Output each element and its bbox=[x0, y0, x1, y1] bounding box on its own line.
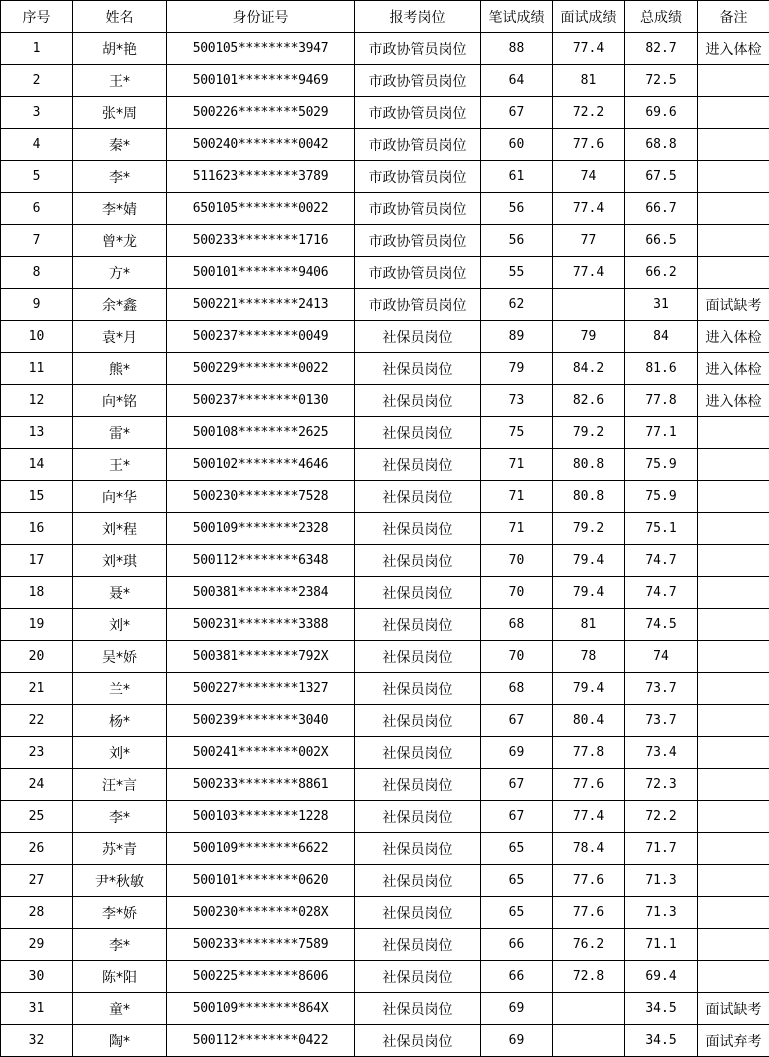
cell-remark bbox=[698, 737, 769, 769]
cell-interview: 77.4 bbox=[553, 33, 625, 65]
cell-position: 社保员岗位 bbox=[355, 929, 481, 961]
cell-name: 袁*月 bbox=[73, 321, 167, 353]
cell-position: 市政协管员岗位 bbox=[355, 225, 481, 257]
cell-no: 22 bbox=[1, 705, 73, 737]
cell-no: 3 bbox=[1, 97, 73, 129]
cell-no: 19 bbox=[1, 609, 73, 641]
cell-interview: 78 bbox=[553, 641, 625, 673]
cell-id: 500109********2328 bbox=[167, 513, 355, 545]
cell-interview: 77.6 bbox=[553, 129, 625, 161]
cell-no: 28 bbox=[1, 897, 73, 929]
cell-no: 11 bbox=[1, 353, 73, 385]
cell-id: 500237********0130 bbox=[167, 385, 355, 417]
cell-id: 500101********9406 bbox=[167, 257, 355, 289]
cell-remark bbox=[698, 417, 769, 449]
cell-position: 市政协管员岗位 bbox=[355, 65, 481, 97]
cell-id: 500239********3040 bbox=[167, 705, 355, 737]
table-row bbox=[1, 577, 769, 609]
table-row bbox=[1, 1025, 769, 1057]
cell-id: 500103********1228 bbox=[167, 801, 355, 833]
cell-interview: 77.6 bbox=[553, 897, 625, 929]
cell-remark bbox=[698, 929, 769, 961]
cell-no: 31 bbox=[1, 993, 73, 1025]
cell-name: 李* bbox=[73, 929, 167, 961]
cell-written: 71 bbox=[481, 513, 553, 545]
cell-remark: 进入体检 bbox=[698, 385, 769, 417]
table-body bbox=[1, 33, 769, 1057]
table-row bbox=[1, 833, 769, 865]
cell-total: 72.5 bbox=[625, 65, 698, 97]
cell-no: 14 bbox=[1, 449, 73, 481]
cell-id: 500108********2625 bbox=[167, 417, 355, 449]
cell-interview: 79.2 bbox=[553, 417, 625, 449]
cell-interview: 79.4 bbox=[553, 673, 625, 705]
cell-name: 曾*龙 bbox=[73, 225, 167, 257]
cell-remark bbox=[698, 801, 769, 833]
cell-id: 500102********4646 bbox=[167, 449, 355, 481]
table-row bbox=[1, 897, 769, 929]
cell-interview: 80.8 bbox=[553, 449, 625, 481]
cell-remark bbox=[698, 513, 769, 545]
cell-id: 500233********8861 bbox=[167, 769, 355, 801]
cell-interview: 77.4 bbox=[553, 193, 625, 225]
cell-position: 社保员岗位 bbox=[355, 961, 481, 993]
cell-total: 31 bbox=[625, 289, 698, 321]
cell-name: 汪*言 bbox=[73, 769, 167, 801]
cell-written: 70 bbox=[481, 545, 553, 577]
cell-position: 社保员岗位 bbox=[355, 417, 481, 449]
cell-position: 社保员岗位 bbox=[355, 705, 481, 737]
cell-remark bbox=[698, 193, 769, 225]
cell-position: 市政协管员岗位 bbox=[355, 97, 481, 129]
cell-total: 73.7 bbox=[625, 673, 698, 705]
table-row bbox=[1, 769, 769, 801]
cell-remark bbox=[698, 705, 769, 737]
cell-remark: 进入体检 bbox=[698, 321, 769, 353]
cell-id: 500229********0022 bbox=[167, 353, 355, 385]
cell-no: 13 bbox=[1, 417, 73, 449]
table-row bbox=[1, 225, 769, 257]
cell-id: 650105********0022 bbox=[167, 193, 355, 225]
cell-written: 67 bbox=[481, 97, 553, 129]
cell-total: 72.2 bbox=[625, 801, 698, 833]
cell-name: 王* bbox=[73, 449, 167, 481]
table-row bbox=[1, 705, 769, 737]
cell-position: 市政协管员岗位 bbox=[355, 161, 481, 193]
table-row bbox=[1, 129, 769, 161]
cell-remark bbox=[698, 897, 769, 929]
cell-position: 社保员岗位 bbox=[355, 993, 481, 1025]
cell-name: 刘* bbox=[73, 737, 167, 769]
cell-interview: 81 bbox=[553, 609, 625, 641]
cell-id: 500221********2413 bbox=[167, 289, 355, 321]
table-row bbox=[1, 353, 769, 385]
cell-interview: 79.4 bbox=[553, 545, 625, 577]
cell-interview: 79 bbox=[553, 321, 625, 353]
cell-name: 向*华 bbox=[73, 481, 167, 513]
cell-interview: 72.8 bbox=[553, 961, 625, 993]
cell-remark bbox=[698, 961, 769, 993]
cell-remark bbox=[698, 65, 769, 97]
cell-name: 聂* bbox=[73, 577, 167, 609]
cell-position: 市政协管员岗位 bbox=[355, 193, 481, 225]
cell-id: 511623********3789 bbox=[167, 161, 355, 193]
cell-interview bbox=[553, 1025, 625, 1057]
cell-no: 15 bbox=[1, 481, 73, 513]
cell-name: 方* bbox=[73, 257, 167, 289]
cell-written: 67 bbox=[481, 705, 553, 737]
table-row bbox=[1, 97, 769, 129]
cell-name: 秦* bbox=[73, 129, 167, 161]
cell-interview: 77.4 bbox=[553, 257, 625, 289]
cell-written: 55 bbox=[481, 257, 553, 289]
cell-written: 88 bbox=[481, 33, 553, 65]
cell-written: 64 bbox=[481, 65, 553, 97]
cell-interview: 82.6 bbox=[553, 385, 625, 417]
cell-position: 社保员岗位 bbox=[355, 833, 481, 865]
cell-name: 熊* bbox=[73, 353, 167, 385]
cell-name: 胡*艳 bbox=[73, 33, 167, 65]
cell-id: 500112********6348 bbox=[167, 545, 355, 577]
table-row bbox=[1, 961, 769, 993]
cell-remark: 面试缺考 bbox=[698, 993, 769, 1025]
cell-written: 69 bbox=[481, 737, 553, 769]
cell-total: 69.4 bbox=[625, 961, 698, 993]
table-row bbox=[1, 513, 769, 545]
cell-written: 75 bbox=[481, 417, 553, 449]
cell-remark bbox=[698, 225, 769, 257]
cell-position: 市政协管员岗位 bbox=[355, 129, 481, 161]
cell-total: 71.1 bbox=[625, 929, 698, 961]
cell-total: 74.7 bbox=[625, 545, 698, 577]
table-row bbox=[1, 673, 769, 705]
cell-total: 75.1 bbox=[625, 513, 698, 545]
cell-remark bbox=[698, 609, 769, 641]
cell-position: 社保员岗位 bbox=[355, 577, 481, 609]
cell-interview: 77.6 bbox=[553, 865, 625, 897]
cell-name: 刘*程 bbox=[73, 513, 167, 545]
cell-position: 社保员岗位 bbox=[355, 897, 481, 929]
header-position: 报考岗位 bbox=[355, 1, 481, 33]
cell-written: 60 bbox=[481, 129, 553, 161]
cell-remark bbox=[698, 577, 769, 609]
cell-name: 余*鑫 bbox=[73, 289, 167, 321]
cell-no: 23 bbox=[1, 737, 73, 769]
cell-total: 74.7 bbox=[625, 577, 698, 609]
cell-name: 陈*阳 bbox=[73, 961, 167, 993]
cell-written: 66 bbox=[481, 929, 553, 961]
cell-remark bbox=[698, 673, 769, 705]
cell-interview: 77.4 bbox=[553, 801, 625, 833]
header-row bbox=[1, 1, 769, 33]
table-row bbox=[1, 449, 769, 481]
cell-remark bbox=[698, 449, 769, 481]
cell-interview: 77.8 bbox=[553, 737, 625, 769]
cell-remark bbox=[698, 97, 769, 129]
cell-no: 30 bbox=[1, 961, 73, 993]
header-total: 总成绩 bbox=[625, 1, 698, 33]
cell-position: 社保员岗位 bbox=[355, 353, 481, 385]
cell-written: 69 bbox=[481, 1025, 553, 1057]
cell-remark bbox=[698, 161, 769, 193]
cell-remark bbox=[698, 129, 769, 161]
cell-id: 500233********1716 bbox=[167, 225, 355, 257]
cell-name: 王* bbox=[73, 65, 167, 97]
cell-id: 500109********864X bbox=[167, 993, 355, 1025]
cell-total: 77.8 bbox=[625, 385, 698, 417]
table-row bbox=[1, 865, 769, 897]
cell-no: 8 bbox=[1, 257, 73, 289]
cell-total: 74 bbox=[625, 641, 698, 673]
cell-remark: 进入体检 bbox=[698, 33, 769, 65]
cell-id: 500237********0049 bbox=[167, 321, 355, 353]
cell-written: 67 bbox=[481, 801, 553, 833]
header-no: 序号 bbox=[1, 1, 73, 33]
cell-written: 61 bbox=[481, 161, 553, 193]
cell-id: 500230********7528 bbox=[167, 481, 355, 513]
cell-interview: 81 bbox=[553, 65, 625, 97]
cell-written: 70 bbox=[481, 641, 553, 673]
cell-id: 500233********7589 bbox=[167, 929, 355, 961]
table-row bbox=[1, 257, 769, 289]
cell-interview bbox=[553, 993, 625, 1025]
cell-total: 34.5 bbox=[625, 1025, 698, 1057]
cell-interview: 79.2 bbox=[553, 513, 625, 545]
cell-interview: 79.4 bbox=[553, 577, 625, 609]
cell-no: 16 bbox=[1, 513, 73, 545]
cell-total: 71.7 bbox=[625, 833, 698, 865]
cell-name: 苏*青 bbox=[73, 833, 167, 865]
cell-no: 29 bbox=[1, 929, 73, 961]
cell-name: 童* bbox=[73, 993, 167, 1025]
cell-written: 66 bbox=[481, 961, 553, 993]
table-row bbox=[1, 289, 769, 321]
cell-written: 69 bbox=[481, 993, 553, 1025]
cell-id: 500241********002X bbox=[167, 737, 355, 769]
cell-id: 500109********6622 bbox=[167, 833, 355, 865]
cell-id: 500226********5029 bbox=[167, 97, 355, 129]
cell-id: 500381********2384 bbox=[167, 577, 355, 609]
cell-name: 李*娇 bbox=[73, 897, 167, 929]
cell-id: 500225********8606 bbox=[167, 961, 355, 993]
header-name: 姓名 bbox=[73, 1, 167, 33]
cell-interview bbox=[553, 289, 625, 321]
cell-no: 18 bbox=[1, 577, 73, 609]
cell-total: 66.5 bbox=[625, 225, 698, 257]
cell-position: 社保员岗位 bbox=[355, 769, 481, 801]
cell-id: 500101********0620 bbox=[167, 865, 355, 897]
cell-name: 李* bbox=[73, 161, 167, 193]
cell-remark: 进入体检 bbox=[698, 353, 769, 385]
cell-position: 社保员岗位 bbox=[355, 545, 481, 577]
cell-remark bbox=[698, 257, 769, 289]
cell-position: 社保员岗位 bbox=[355, 641, 481, 673]
cell-written: 62 bbox=[481, 289, 553, 321]
cell-written: 71 bbox=[481, 481, 553, 513]
cell-total: 84 bbox=[625, 321, 698, 353]
cell-remark bbox=[698, 833, 769, 865]
cell-name: 李* bbox=[73, 801, 167, 833]
cell-id: 500101********9469 bbox=[167, 65, 355, 97]
cell-remark bbox=[698, 865, 769, 897]
cell-no: 10 bbox=[1, 321, 73, 353]
cell-written: 56 bbox=[481, 225, 553, 257]
cell-name: 杨* bbox=[73, 705, 167, 737]
cell-no: 20 bbox=[1, 641, 73, 673]
cell-interview: 74 bbox=[553, 161, 625, 193]
header-id: 身份证号 bbox=[167, 1, 355, 33]
cell-position: 社保员岗位 bbox=[355, 513, 481, 545]
table-row bbox=[1, 929, 769, 961]
cell-total: 66.7 bbox=[625, 193, 698, 225]
cell-no: 21 bbox=[1, 673, 73, 705]
table-row bbox=[1, 321, 769, 353]
table-row bbox=[1, 193, 769, 225]
cell-name: 吴*娇 bbox=[73, 641, 167, 673]
cell-interview: 80.8 bbox=[553, 481, 625, 513]
cell-written: 71 bbox=[481, 449, 553, 481]
cell-no: 25 bbox=[1, 801, 73, 833]
cell-id: 500112********0422 bbox=[167, 1025, 355, 1057]
cell-position: 社保员岗位 bbox=[355, 609, 481, 641]
cell-position: 社保员岗位 bbox=[355, 801, 481, 833]
cell-no: 26 bbox=[1, 833, 73, 865]
cell-written: 70 bbox=[481, 577, 553, 609]
cell-position: 社保员岗位 bbox=[355, 321, 481, 353]
cell-position: 市政协管员岗位 bbox=[355, 257, 481, 289]
cell-total: 71.3 bbox=[625, 897, 698, 929]
cell-id: 500230********028X bbox=[167, 897, 355, 929]
cell-remark bbox=[698, 481, 769, 513]
cell-name: 兰* bbox=[73, 673, 167, 705]
cell-no: 9 bbox=[1, 289, 73, 321]
cell-position: 社保员岗位 bbox=[355, 481, 481, 513]
cell-id: 500240********0042 bbox=[167, 129, 355, 161]
cell-written: 65 bbox=[481, 897, 553, 929]
cell-id: 500381********792X bbox=[167, 641, 355, 673]
table-row bbox=[1, 161, 769, 193]
cell-no: 32 bbox=[1, 1025, 73, 1057]
cell-name: 向*铭 bbox=[73, 385, 167, 417]
header-interview: 面试成绩 bbox=[553, 1, 625, 33]
cell-remark bbox=[698, 641, 769, 673]
cell-total: 73.4 bbox=[625, 737, 698, 769]
cell-name: 陶* bbox=[73, 1025, 167, 1057]
cell-id: 500231********3388 bbox=[167, 609, 355, 641]
cell-interview: 80.4 bbox=[553, 705, 625, 737]
table-row bbox=[1, 65, 769, 97]
cell-remark: 面试缺考 bbox=[698, 289, 769, 321]
cell-position: 社保员岗位 bbox=[355, 449, 481, 481]
cell-no: 7 bbox=[1, 225, 73, 257]
cell-no: 2 bbox=[1, 65, 73, 97]
cell-written: 65 bbox=[481, 833, 553, 865]
cell-written: 68 bbox=[481, 609, 553, 641]
cell-written: 73 bbox=[481, 385, 553, 417]
cell-no: 24 bbox=[1, 769, 73, 801]
cell-total: 82.7 bbox=[625, 33, 698, 65]
cell-written: 79 bbox=[481, 353, 553, 385]
cell-no: 27 bbox=[1, 865, 73, 897]
cell-written: 67 bbox=[481, 769, 553, 801]
cell-written: 89 bbox=[481, 321, 553, 353]
table-row bbox=[1, 737, 769, 769]
cell-total: 68.8 bbox=[625, 129, 698, 161]
cell-interview: 72.2 bbox=[553, 97, 625, 129]
table-row bbox=[1, 801, 769, 833]
cell-total: 67.5 bbox=[625, 161, 698, 193]
cell-interview: 77 bbox=[553, 225, 625, 257]
cell-written: 68 bbox=[481, 673, 553, 705]
cell-interview: 77.6 bbox=[553, 769, 625, 801]
cell-total: 34.5 bbox=[625, 993, 698, 1025]
cell-position: 社保员岗位 bbox=[355, 1025, 481, 1057]
cell-id: 500105********3947 bbox=[167, 33, 355, 65]
table-row bbox=[1, 993, 769, 1025]
cell-name: 刘*琪 bbox=[73, 545, 167, 577]
table-row bbox=[1, 33, 769, 65]
table-row bbox=[1, 641, 769, 673]
cell-no: 12 bbox=[1, 385, 73, 417]
table-row bbox=[1, 609, 769, 641]
cell-position: 社保员岗位 bbox=[355, 865, 481, 897]
cell-remark bbox=[698, 545, 769, 577]
cell-no: 6 bbox=[1, 193, 73, 225]
cell-total: 75.9 bbox=[625, 449, 698, 481]
cell-written: 56 bbox=[481, 193, 553, 225]
cell-position: 市政协管员岗位 bbox=[355, 33, 481, 65]
cell-total: 72.3 bbox=[625, 769, 698, 801]
cell-interview: 76.2 bbox=[553, 929, 625, 961]
cell-total: 69.6 bbox=[625, 97, 698, 129]
table-row bbox=[1, 545, 769, 577]
cell-remark bbox=[698, 769, 769, 801]
cell-remark: 面试弃考 bbox=[698, 1025, 769, 1057]
cell-position: 社保员岗位 bbox=[355, 385, 481, 417]
cell-total: 66.2 bbox=[625, 257, 698, 289]
header-written: 笔试成绩 bbox=[481, 1, 553, 33]
table-row bbox=[1, 385, 769, 417]
cell-total: 71.3 bbox=[625, 865, 698, 897]
cell-no: 1 bbox=[1, 33, 73, 65]
table-row bbox=[1, 481, 769, 513]
cell-position: 社保员岗位 bbox=[355, 737, 481, 769]
cell-total: 75.9 bbox=[625, 481, 698, 513]
cell-name: 尹*秋敏 bbox=[73, 865, 167, 897]
cell-name: 李*婧 bbox=[73, 193, 167, 225]
cell-interview: 78.4 bbox=[553, 833, 625, 865]
cell-total: 73.7 bbox=[625, 705, 698, 737]
cell-no: 4 bbox=[1, 129, 73, 161]
cell-name: 雷* bbox=[73, 417, 167, 449]
cell-id: 500227********1327 bbox=[167, 673, 355, 705]
cell-total: 74.5 bbox=[625, 609, 698, 641]
cell-name: 刘* bbox=[73, 609, 167, 641]
table-row bbox=[1, 417, 769, 449]
header-remark: 备注 bbox=[698, 1, 769, 33]
cell-position: 市政协管员岗位 bbox=[355, 289, 481, 321]
cell-no: 5 bbox=[1, 161, 73, 193]
cell-written: 65 bbox=[481, 865, 553, 897]
cell-interview: 84.2 bbox=[553, 353, 625, 385]
cell-no: 17 bbox=[1, 545, 73, 577]
cell-total: 77.1 bbox=[625, 417, 698, 449]
cell-position: 社保员岗位 bbox=[355, 673, 481, 705]
cell-name: 张*周 bbox=[73, 97, 167, 129]
cell-total: 81.6 bbox=[625, 353, 698, 385]
